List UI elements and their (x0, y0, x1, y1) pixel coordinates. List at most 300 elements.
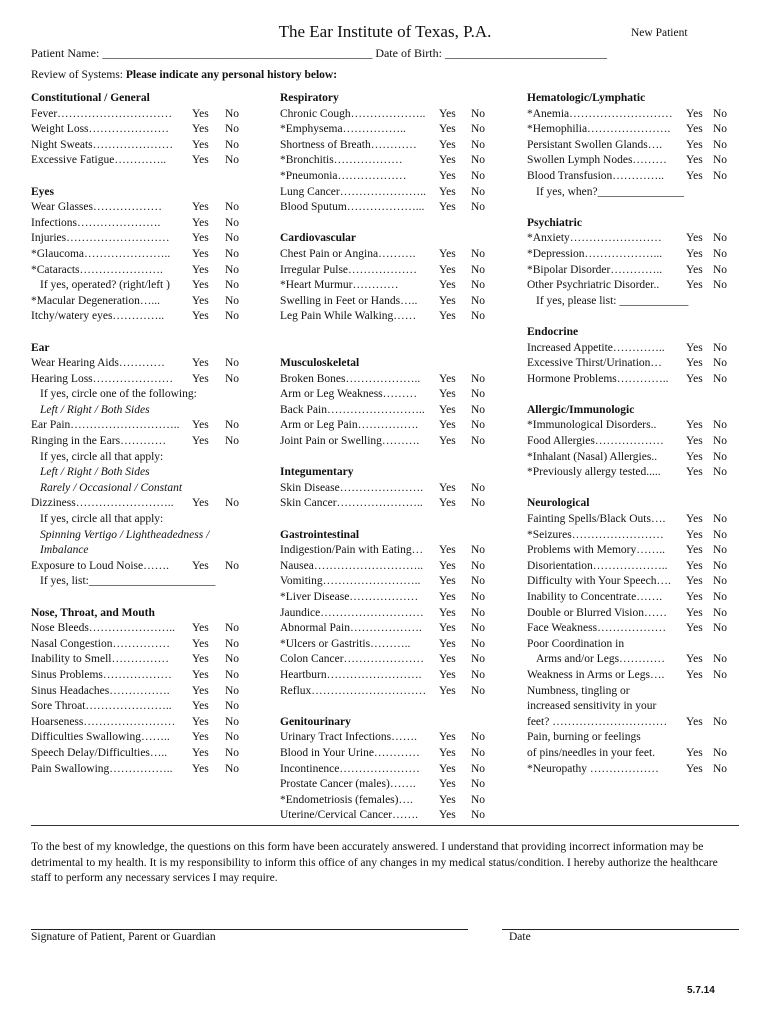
question-row[interactable] (527, 341, 767, 357)
question-row[interactable] (31, 699, 271, 715)
question-row[interactable] (280, 138, 520, 154)
question-row[interactable] (280, 574, 520, 590)
yes-option[interactable]: Yes (192, 294, 209, 307)
yes-option[interactable]: Yes (439, 481, 456, 494)
yes-option[interactable]: Yes (686, 341, 703, 354)
yes-option[interactable]: Yes (439, 622, 456, 635)
no-option[interactable]: No (713, 450, 728, 463)
no-option[interactable]: No (713, 622, 728, 635)
yes-option[interactable]: Yes (686, 247, 703, 260)
question-row[interactable] (527, 122, 767, 138)
question-row[interactable] (527, 606, 767, 622)
no-option[interactable]: No (471, 247, 486, 260)
question-row[interactable] (527, 107, 767, 123)
yes-option[interactable]: Yes (192, 653, 209, 666)
question-row[interactable] (280, 559, 520, 575)
yes-option[interactable]: Yes (686, 123, 703, 136)
question-row[interactable] (31, 762, 271, 778)
yes-option[interactable]: Yes (439, 637, 456, 650)
question-row[interactable] (280, 481, 520, 497)
no-option[interactable]: No (713, 435, 728, 448)
yes-option[interactable]: Yes (439, 746, 456, 759)
question-row[interactable] (280, 637, 520, 653)
no-option[interactable]: No (713, 341, 728, 354)
yes-option[interactable]: Yes (686, 575, 703, 588)
no-option[interactable]: No (471, 154, 486, 167)
question-label: Itchy/watery eyes………….. (31, 310, 165, 323)
question-row[interactable] (527, 278, 767, 294)
yes-option[interactable]: Yes (192, 123, 209, 136)
question-row[interactable] (280, 668, 520, 684)
yes-option[interactable]: Yes (686, 372, 703, 385)
no-option[interactable]: No (225, 310, 240, 323)
question-row[interactable] (527, 356, 767, 372)
yes-option[interactable]: Yes (192, 247, 209, 260)
yes-option[interactable]: Yes (439, 497, 456, 510)
question-label: of pins/needles in your feet. (527, 746, 656, 759)
question-row[interactable] (31, 231, 271, 247)
section-heading (527, 496, 767, 512)
no-option[interactable]: No (713, 591, 728, 603)
no-option[interactable]: No (471, 419, 486, 432)
question-row[interactable] (280, 496, 520, 512)
yes-option[interactable]: Yes (192, 435, 209, 448)
yes-option[interactable]: Yes (686, 450, 703, 463)
question-row[interactable] (31, 138, 271, 154)
no-option[interactable]: No (471, 310, 486, 323)
no-option[interactable]: No (471, 201, 486, 214)
no-option[interactable]: No (225, 762, 240, 775)
question-row[interactable] (280, 153, 520, 169)
no-option[interactable]: No (471, 762, 486, 775)
no-option[interactable]: No (471, 606, 486, 619)
question-row[interactable] (31, 356, 271, 372)
no-option[interactable]: No (225, 372, 240, 385)
yes-option[interactable]: Yes (686, 466, 703, 479)
question-row[interactable] (527, 263, 767, 279)
no-option[interactable]: No (225, 419, 240, 432)
section-title: Endocrine (527, 325, 579, 338)
question-row[interactable] (31, 263, 271, 279)
no-option[interactable]: No (225, 559, 240, 572)
yes-option[interactable]: Yes (686, 169, 703, 182)
yes-option[interactable]: Yes (439, 294, 456, 307)
no-option[interactable]: No (471, 668, 486, 681)
question-row[interactable] (280, 777, 520, 793)
yes-option[interactable]: Yes (192, 715, 209, 728)
yes-option[interactable]: Yes (192, 310, 209, 323)
no-option[interactable]: No (471, 746, 486, 759)
yes-option[interactable]: Yes (439, 544, 456, 557)
question-label: Back Pain…………………….. (280, 403, 425, 416)
yes-option[interactable]: Yes (192, 637, 209, 650)
question-row[interactable] (31, 621, 271, 637)
question-row[interactable] (31, 496, 271, 512)
yes-option[interactable]: Yes (439, 559, 456, 572)
yes-option[interactable]: Yes (686, 435, 703, 448)
yes-option[interactable]: Yes (439, 107, 456, 120)
no-option[interactable]: No (225, 700, 240, 713)
no-option[interactable]: No (713, 263, 728, 276)
patient-name-dob-line[interactable]: Patient Name: _____________________________________________ Date of Birth: ___________________________ (31, 46, 607, 60)
no-option[interactable]: No (713, 668, 728, 681)
yes-option[interactable]: Yes (439, 435, 456, 448)
question-row[interactable] (527, 418, 767, 434)
no-option[interactable]: No (225, 247, 240, 260)
yes-option[interactable]: Yes (686, 279, 703, 292)
yes-option[interactable]: Yes (439, 575, 456, 588)
question-row[interactable] (280, 309, 520, 325)
yes-option[interactable]: Yes (686, 762, 703, 775)
no-option[interactable]: No (225, 622, 240, 635)
yes-option[interactable]: Yes (439, 606, 456, 619)
yes-option[interactable]: Yes (686, 591, 703, 603)
yes-option[interactable]: Yes (686, 746, 703, 759)
question-row[interactable] (280, 418, 520, 434)
question-row[interactable] (31, 418, 271, 434)
yes-option[interactable]: Yes (439, 793, 456, 806)
yes-option[interactable]: Yes (439, 388, 456, 401)
question-row[interactable] (280, 403, 520, 419)
question-row[interactable] (527, 528, 767, 544)
yes-option[interactable]: Yes (439, 201, 456, 214)
yes-option[interactable]: Yes (686, 107, 703, 120)
no-option[interactable]: No (225, 435, 240, 448)
no-option[interactable]: No (225, 138, 240, 151)
no-option[interactable]: No (225, 216, 240, 229)
no-option[interactable]: No (471, 279, 486, 292)
no-option[interactable]: No (225, 279, 240, 292)
no-option[interactable]: No (713, 357, 728, 370)
no-option[interactable]: No (713, 653, 728, 666)
yes-option[interactable]: Yes (192, 154, 209, 167)
yes-option[interactable]: Yes (192, 107, 209, 120)
yes-option[interactable]: Yes (192, 684, 209, 697)
question-row[interactable] (280, 247, 520, 263)
question-row[interactable] (527, 668, 767, 684)
question-row[interactable] (280, 263, 520, 279)
question-row[interactable] (280, 107, 520, 123)
yes-option[interactable]: Yes (192, 559, 209, 572)
no-option[interactable]: No (225, 668, 240, 681)
question-row[interactable] (527, 574, 767, 590)
yes-option[interactable]: Yes (686, 154, 703, 167)
question-row[interactable] (31, 715, 271, 731)
no-option[interactable]: No (471, 731, 486, 744)
question-row[interactable] (280, 590, 520, 606)
question-row[interactable] (280, 730, 520, 746)
no-option[interactable]: No (225, 357, 240, 370)
yes-option[interactable]: Yes (439, 684, 456, 697)
no-option[interactable]: No (471, 684, 486, 697)
yes-option[interactable]: Yes (686, 715, 703, 728)
no-option[interactable]: No (713, 575, 728, 588)
no-option[interactable]: No (713, 169, 728, 182)
no-option[interactable]: No (471, 544, 486, 557)
no-option[interactable]: No (225, 731, 240, 744)
question-row[interactable] (280, 169, 520, 185)
question-row[interactable] (280, 652, 520, 668)
no-option[interactable]: No (471, 497, 486, 510)
question-row[interactable] (527, 559, 767, 575)
no-option[interactable]: No (713, 715, 728, 728)
yes-option[interactable]: Yes (686, 138, 703, 151)
yes-option[interactable]: Yes (439, 310, 456, 323)
yes-option[interactable]: Yes (439, 372, 456, 385)
spacer (527, 387, 767, 403)
no-option[interactable]: No (471, 263, 486, 276)
yes-option[interactable]: Yes (686, 668, 703, 681)
question-row[interactable] (280, 294, 520, 310)
yes-option[interactable]: Yes (439, 247, 456, 260)
question-row[interactable] (31, 153, 271, 169)
no-option[interactable]: No (471, 481, 486, 494)
yes-option[interactable]: Yes (439, 138, 456, 151)
question-row[interactable] (527, 762, 767, 778)
yes-option[interactable]: Yes (192, 279, 209, 292)
question-label: Inability to Concentrate……. (527, 591, 663, 603)
yes-option[interactable]: Yes (439, 778, 456, 791)
yes-option[interactable]: Yes (192, 762, 209, 775)
yes-option[interactable]: Yes (439, 169, 456, 182)
yes-option[interactable]: Yes (439, 653, 456, 666)
question-row[interactable] (527, 450, 767, 466)
question-row[interactable] (527, 231, 767, 247)
no-option[interactable]: No (471, 403, 486, 416)
no-option[interactable]: No (471, 637, 486, 650)
no-option[interactable]: No (713, 138, 728, 151)
yes-option[interactable]: Yes (192, 668, 209, 681)
yes-option[interactable]: Yes (439, 263, 456, 276)
no-option[interactable]: No (713, 762, 728, 775)
yes-option[interactable]: Yes (192, 746, 209, 759)
question-label: Pain Swallowing…………….. (31, 762, 173, 775)
question-row[interactable] (280, 762, 520, 778)
question-label: Ringing in the Ears………… (31, 435, 167, 448)
no-option[interactable]: No (471, 138, 486, 151)
no-option[interactable]: No (225, 201, 240, 214)
yes-option[interactable]: Yes (192, 731, 209, 744)
yes-option[interactable]: Yes (192, 700, 209, 713)
yes-option[interactable]: Yes (686, 653, 703, 666)
question-row[interactable] (280, 200, 520, 216)
yes-option[interactable]: Yes (439, 591, 456, 603)
no-option[interactable]: No (225, 107, 240, 120)
no-option[interactable]: No (225, 232, 240, 245)
no-option[interactable]: No (471, 591, 486, 603)
question-row[interactable] (31, 684, 271, 700)
no-option[interactable]: No (713, 746, 728, 759)
yes-option[interactable]: Yes (439, 419, 456, 432)
no-option[interactable]: No (471, 372, 486, 385)
question-row[interactable] (31, 730, 271, 746)
question-row[interactable] (280, 387, 520, 403)
question-row[interactable] (31, 746, 271, 762)
no-option[interactable]: No (471, 388, 486, 401)
yes-option[interactable]: Yes (439, 403, 456, 416)
question-row[interactable] (280, 278, 520, 294)
yes-option[interactable]: Yes (686, 357, 703, 370)
no-option[interactable]: No (713, 606, 728, 619)
question-label: Hormone Problems………….. (527, 372, 669, 385)
yes-option[interactable]: Yes (192, 216, 209, 229)
question-row[interactable] (280, 606, 520, 622)
no-option[interactable]: No (471, 622, 486, 635)
question-row[interactable] (31, 434, 271, 450)
question-row[interactable] (280, 808, 520, 824)
no-option[interactable]: No (225, 653, 240, 666)
question-row[interactable] (527, 621, 767, 637)
question-row[interactable] (280, 122, 520, 138)
question-row[interactable] (527, 465, 767, 481)
question-label: Heartburn……………………. (280, 668, 422, 681)
question-row[interactable] (527, 590, 767, 606)
question-label: Blood in Your Urine………… (280, 746, 420, 759)
question-row[interactable] (527, 746, 767, 762)
note-line (31, 403, 271, 419)
yes-option[interactable]: Yes (686, 263, 703, 276)
no-option[interactable]: No (225, 715, 240, 728)
yes-option[interactable]: Yes (686, 622, 703, 635)
no-option[interactable]: No (471, 809, 486, 822)
question-label: Fainting Spells/Black Outs…. (527, 513, 666, 526)
no-option[interactable]: No (713, 123, 728, 136)
yes-option[interactable]: Yes (192, 263, 209, 276)
question-label: Poor Coordination in (527, 637, 625, 650)
yes-option[interactable]: Yes (192, 419, 209, 432)
question-row[interactable] (527, 512, 767, 528)
no-option[interactable]: No (471, 294, 486, 307)
no-option[interactable]: No (471, 107, 486, 120)
question-row[interactable] (31, 107, 271, 123)
yes-option[interactable]: Yes (439, 731, 456, 744)
yes-option[interactable]: Yes (439, 279, 456, 292)
question-row[interactable] (527, 138, 767, 154)
yes-option[interactable]: Yes (192, 497, 209, 510)
no-option[interactable]: No (713, 419, 728, 432)
no-option[interactable]: No (713, 107, 728, 120)
no-option[interactable]: No (225, 746, 240, 759)
question-row[interactable] (527, 247, 767, 263)
yes-option[interactable]: Yes (439, 123, 456, 136)
yes-option[interactable]: Yes (686, 232, 703, 245)
question-row[interactable] (527, 543, 767, 559)
question-row[interactable] (31, 200, 271, 216)
no-option[interactable]: No (471, 793, 486, 806)
no-option[interactable]: No (713, 466, 728, 479)
question-row[interactable] (527, 652, 767, 668)
yes-option[interactable]: Yes (439, 185, 456, 198)
yes-option[interactable]: Yes (439, 809, 456, 822)
question-row[interactable] (280, 434, 520, 450)
signature-line[interactable] (31, 929, 468, 930)
no-option[interactable]: No (225, 263, 240, 276)
no-option[interactable]: No (471, 185, 486, 198)
no-option[interactable]: No (471, 653, 486, 666)
question-row[interactable] (527, 434, 767, 450)
question-row[interactable] (31, 637, 271, 653)
question-label: Vomiting…………………….. (280, 575, 421, 588)
no-option[interactable]: No (471, 778, 486, 791)
question-row[interactable] (31, 668, 271, 684)
no-option[interactable]: No (713, 154, 728, 167)
yes-option[interactable]: Yes (439, 668, 456, 681)
question-row[interactable] (31, 122, 271, 138)
yes-option[interactable]: Yes (439, 154, 456, 167)
question-row[interactable] (280, 684, 520, 700)
no-option[interactable]: No (225, 294, 240, 307)
no-option[interactable]: No (471, 559, 486, 572)
yes-option[interactable]: Yes (192, 138, 209, 151)
yes-option[interactable]: Yes (192, 622, 209, 635)
no-option[interactable]: No (713, 279, 728, 292)
no-option[interactable]: No (471, 123, 486, 136)
no-option[interactable]: No (225, 123, 240, 136)
question-row[interactable] (527, 153, 767, 169)
question-row[interactable] (31, 652, 271, 668)
no-option[interactable]: No (713, 544, 728, 557)
yes-option[interactable]: Yes (192, 357, 209, 370)
no-option[interactable]: No (713, 247, 728, 260)
yes-option[interactable]: Yes (192, 232, 209, 245)
no-option[interactable]: No (225, 154, 240, 167)
no-option[interactable]: No (471, 435, 486, 448)
question-row[interactable] (31, 216, 271, 232)
date-line[interactable] (502, 929, 739, 930)
spacer (31, 590, 271, 606)
no-option[interactable]: No (225, 684, 240, 697)
question-row[interactable] (280, 185, 520, 201)
no-option[interactable]: No (713, 528, 728, 541)
question-row[interactable] (31, 247, 271, 263)
yes-option[interactable]: Yes (192, 201, 209, 214)
no-option[interactable]: No (471, 575, 486, 588)
question-row[interactable] (31, 372, 271, 388)
yes-option[interactable]: Yes (192, 372, 209, 385)
yes-option[interactable]: Yes (686, 544, 703, 557)
question-row[interactable] (527, 169, 767, 185)
yes-option[interactable]: Yes (686, 419, 703, 432)
no-option[interactable]: No (225, 497, 240, 510)
question-row[interactable] (527, 372, 767, 388)
no-option[interactable]: No (225, 637, 240, 650)
note-line (527, 637, 767, 653)
question-row[interactable] (527, 715, 767, 731)
no-option[interactable]: No (713, 559, 728, 572)
no-option[interactable]: No (713, 513, 728, 526)
question-row[interactable] (31, 559, 271, 575)
no-option[interactable]: No (471, 169, 486, 182)
yes-option[interactable]: Yes (686, 606, 703, 619)
yes-option[interactable]: Yes (686, 559, 703, 572)
question-label: Excessive Fatigue………….. (31, 154, 167, 167)
question-label: Reflux………………………… (280, 684, 427, 697)
spacer (280, 325, 520, 341)
question-row[interactable] (31, 278, 271, 294)
question-row[interactable] (280, 621, 520, 637)
question-row[interactable] (31, 294, 271, 310)
question-row[interactable] (31, 309, 271, 325)
question-row[interactable] (280, 746, 520, 762)
yes-option[interactable]: Yes (686, 513, 703, 526)
no-option[interactable]: No (713, 232, 728, 245)
yes-option[interactable]: Yes (686, 528, 703, 541)
no-option[interactable]: No (713, 372, 728, 385)
question-row[interactable] (280, 793, 520, 809)
question-row[interactable] (280, 372, 520, 388)
question-row[interactable] (280, 543, 520, 559)
yes-option[interactable]: Yes (439, 762, 456, 775)
